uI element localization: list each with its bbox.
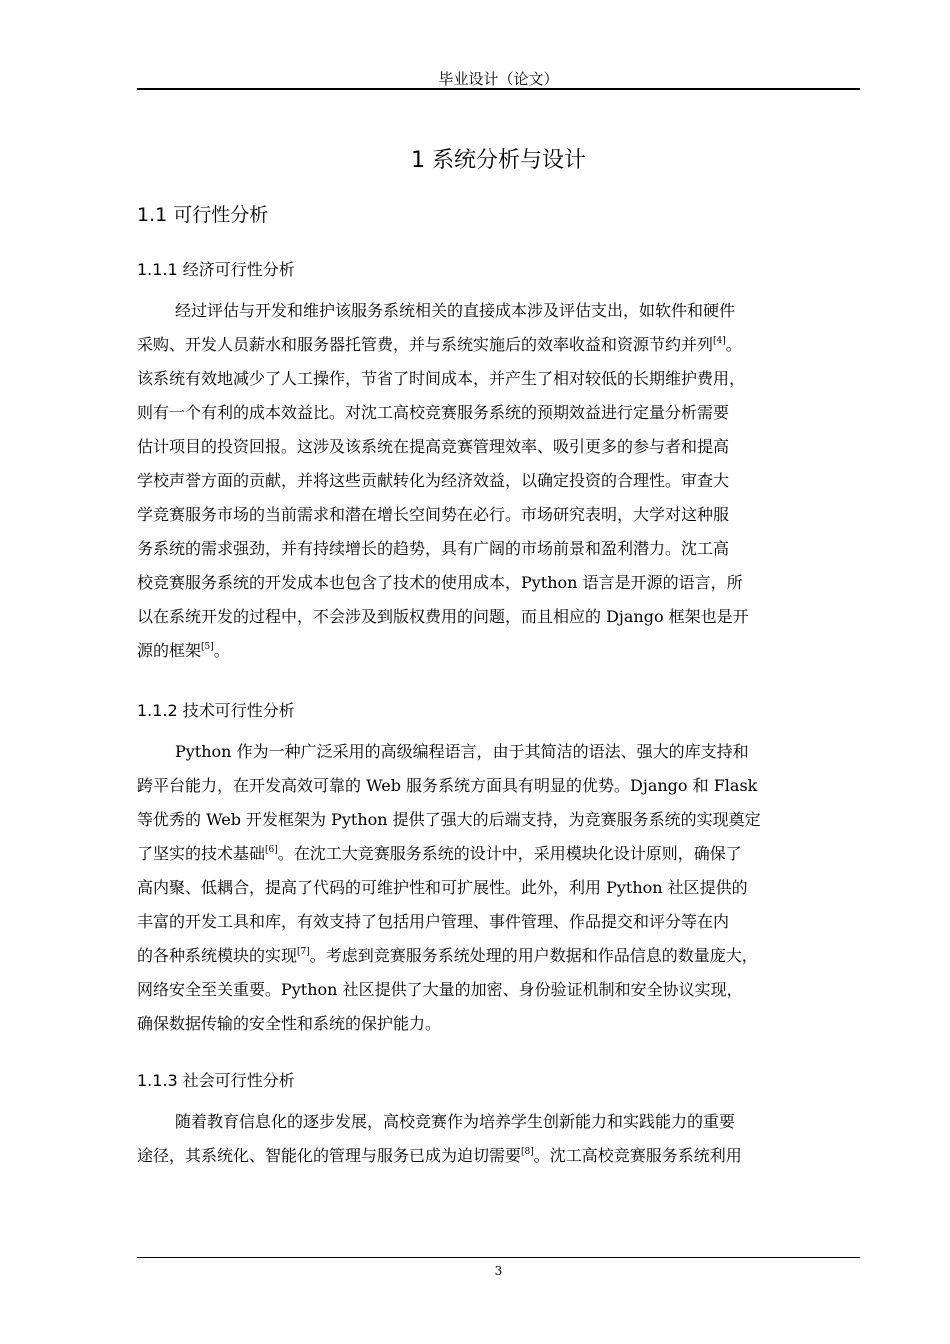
paragraph-social	[137, 1105, 860, 1173]
text-line: 高内聚、低耦合，提高了代码的可维护性和可扩展性。此外，利用 Python 社区提供的	[137, 878, 748, 897]
citation: [8]	[521, 1147, 534, 1157]
subsection-title-economic: 1.1.1 经济可行性分析	[137, 260, 295, 279]
text-line: 源的框架[5]。	[137, 641, 230, 660]
text-line: 网络安全至关重要。Python 社区提供了大量的加密、身份验证机制和安全协议实现，	[137, 980, 743, 999]
citation: [7]	[297, 947, 310, 957]
text-line: 等优秀的 Web 开发框架为 Python 提供了强大的后端支持，为竞赛服务系统的实现奠定	[137, 810, 761, 829]
text-line: 经过评估与开发和维护该服务系统相关的直接成本涉及评估支出，如软件和硬件	[175, 301, 736, 320]
text-line: Python 作为一种广泛采用的高级编程语言，由于其简洁的语法、强大的库支持和	[175, 742, 749, 761]
footer-rule	[137, 1257, 860, 1258]
page-number: 3	[494, 1264, 503, 1278]
text-line: 以在系统开发的过程中，不会涉及到版权费用的问题，而且相应的 Django 框架也是开	[137, 607, 749, 626]
citation: [4]	[713, 336, 726, 346]
citation: [5]	[201, 642, 214, 652]
subsection-title-technical: 1.1.2 技术可行性分析	[137, 701, 295, 720]
text-line: 学竞赛服务市场的当前需求和潜在增长空间势在必行。市场研究表明，大学对这种服	[137, 505, 730, 524]
paragraph-technical	[137, 735, 860, 1041]
text-line: 学校声誉方面的贡献，并将这些贡献转化为经济效益，以确定投资的合理性。审查大	[137, 471, 730, 490]
text-line: 随着教育信息化的逐步发展，高校竞赛作为培养学生创新能力和实践能力的重要	[175, 1112, 736, 1131]
text-line: 丰富的开发工具和库，有效支持了包括用户管理、事件管理、作品提交和评分等在内	[137, 912, 730, 931]
text-line: 的各种系统模块的实现[7]。考虑到竞赛服务系统处理的用户数据和作品信息的数量庞大，	[137, 946, 758, 965]
section-title: 1.1 可行性分析	[137, 204, 269, 226]
citation: [6]	[265, 845, 278, 855]
text-line: 则有一个有利的成本效益比。对沈工高校竞赛服务系统的预期效益进行定量分析需要	[137, 403, 730, 422]
running-header: 毕业设计（论文）	[438, 70, 559, 88]
text-line: 务系统的需求强劲，并有持续增长的趋势，具有广阔的市场前景和盈利潜力。沈工高	[137, 539, 730, 558]
header-rule	[137, 88, 860, 90]
text-line: 采购、开发人员薪水和服务器托管费，并与系统实施后的效率收益和资源节约并列[4]。	[137, 335, 742, 354]
text-line: 该系统有效地减少了人工操作，节省了时间成本，并产生了相对较低的长期维护费用，	[137, 369, 746, 388]
text-line: 途径，其系统化、智能化的管理与服务已成为迫切需要[8]。沈工高校竞赛服务系统利用	[137, 1146, 742, 1165]
chapter-title: 1 系统分析与设计	[411, 148, 586, 173]
text-line: 估计项目的投资回报。这涉及该系统在提高竞赛管理效率、吸引更多的参与者和提高	[137, 437, 730, 456]
text-line: 校竞赛服务系统的开发成本也包含了技术的使用成本，Python 语言是开源的语言，所	[137, 573, 743, 592]
text-line: 了坚实的技术基础[6]。在沈工大竞赛服务系统的设计中，采用模块化设计原则，确保了	[137, 844, 742, 863]
text-line: 确保数据传输的安全性和系统的保护能力。	[137, 1014, 442, 1033]
text-line: 跨平台能力，在开发高效可靠的 Web 服务系统方面具有明显的优势。Django 和 Flask	[137, 776, 758, 795]
paragraph-economic	[137, 294, 860, 668]
subsection-title-social: 1.1.3 社会可行性分析	[137, 1071, 295, 1090]
